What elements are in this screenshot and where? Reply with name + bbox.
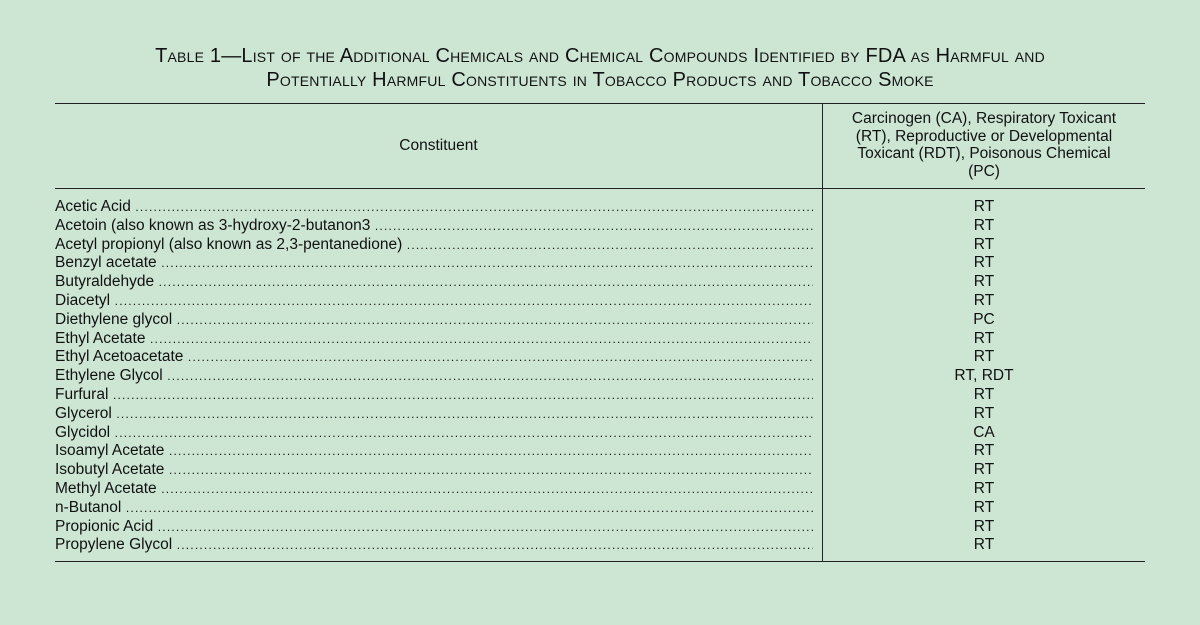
classification-value: RT xyxy=(973,536,995,554)
classification-value: PC xyxy=(973,310,995,328)
constituent-name: n-Butanol ..... xyxy=(55,499,813,518)
table-row xyxy=(55,273,1145,292)
constituent-name: Ethyl Acetoacetate ..... xyxy=(55,348,813,367)
constituent-name: Isobutyl Acetate ..... xyxy=(55,461,813,480)
column-header-classification-line: Toxicant (RDT), Poisonous Chemical xyxy=(857,145,1111,162)
column-header-classification-line: (RT), Reproductive or Developmental xyxy=(855,127,1113,145)
table-row xyxy=(55,405,1145,424)
constituent-name: Acetic Acid ..... xyxy=(55,198,813,217)
classification-value: RT xyxy=(973,329,995,347)
table-body xyxy=(55,198,1145,555)
constituent-name: Diacetyl ..... xyxy=(55,292,813,311)
constituent-name: Ethyl Acetate ..... xyxy=(55,330,813,349)
classification-value: RT xyxy=(973,498,995,516)
constituent-name: Methyl Acetate ..... xyxy=(55,480,813,499)
classification-value: RT, RDT xyxy=(954,367,1014,385)
table-row xyxy=(55,292,1145,311)
table-row xyxy=(55,424,1145,443)
table-title-line-2: Potentially Harmful Constituents in Tobacco Products and Tobacco Smoke xyxy=(266,69,934,91)
constituent-name: Benzyl acetate ..... xyxy=(55,254,813,273)
constituent-name: Diethylene glycol ..... xyxy=(55,311,813,330)
classification-value: RT xyxy=(973,442,995,460)
constituent-name: Acetyl propionyl (also known as 2,3-pentanedione) ..... xyxy=(55,236,813,255)
table-row xyxy=(55,311,1145,330)
table-title xyxy=(40,44,1160,92)
column-header-classification-line: (PC) xyxy=(968,162,1000,180)
table-row xyxy=(55,236,1145,255)
classification-value: RT xyxy=(973,479,995,497)
table-row xyxy=(55,518,1145,537)
table-row xyxy=(55,330,1145,349)
table-row xyxy=(55,536,1145,555)
table-row xyxy=(55,499,1145,518)
constituent-name: Furfural ..... xyxy=(55,386,813,405)
table-row xyxy=(55,217,1145,236)
table-row xyxy=(55,461,1145,480)
table-row xyxy=(55,480,1145,499)
constituent-name: Isoamyl Acetate ..... xyxy=(55,442,813,461)
classification-value: RT xyxy=(973,198,995,215)
constituent-name: Ethylene Glycol ..... xyxy=(55,367,813,386)
classification-value: RT xyxy=(973,348,995,366)
constituents-table xyxy=(55,103,1145,562)
constituent-name: Butyraldehyde ..... xyxy=(55,273,813,292)
constituent-name: Glycerol ..... xyxy=(55,405,813,424)
table-row xyxy=(55,348,1145,367)
constituent-name: Propylene Glycol ..... xyxy=(55,536,813,555)
classification-value: RT xyxy=(973,273,995,291)
constituent-name: Glycidol ..... xyxy=(55,424,813,443)
column-header-classification-line: Carcinogen (CA), Respiratory Toxicant xyxy=(851,110,1117,127)
classification-value: RT xyxy=(973,291,995,309)
classification-value: RT xyxy=(973,385,995,403)
classification-value: CA xyxy=(973,423,995,441)
header-rule xyxy=(55,188,1145,189)
classification-value: RT xyxy=(973,517,995,535)
table-row xyxy=(55,386,1145,405)
table-row xyxy=(55,198,1145,217)
constituent-name: Acetoin (also known as 3-hydroxy-2-butanon3 ..... xyxy=(55,217,813,236)
column-header-classification xyxy=(823,110,1145,188)
classification-value: RT xyxy=(973,404,995,422)
column-header-constituent: Constituent xyxy=(399,137,478,154)
classification-value: RT xyxy=(973,216,995,234)
table-row xyxy=(55,254,1145,273)
classification-value: RT xyxy=(973,254,995,272)
classification-value: RT xyxy=(973,461,995,479)
table-row xyxy=(55,367,1145,386)
classification-value: RT xyxy=(973,235,995,253)
table-row xyxy=(55,442,1145,461)
constituent-name: Propionic Acid ..... xyxy=(55,518,813,537)
table-title-line-1: Table 1—List of the Additional Chemicals and Chemical Compounds Identified by FDA as Harmful and xyxy=(155,45,1045,67)
